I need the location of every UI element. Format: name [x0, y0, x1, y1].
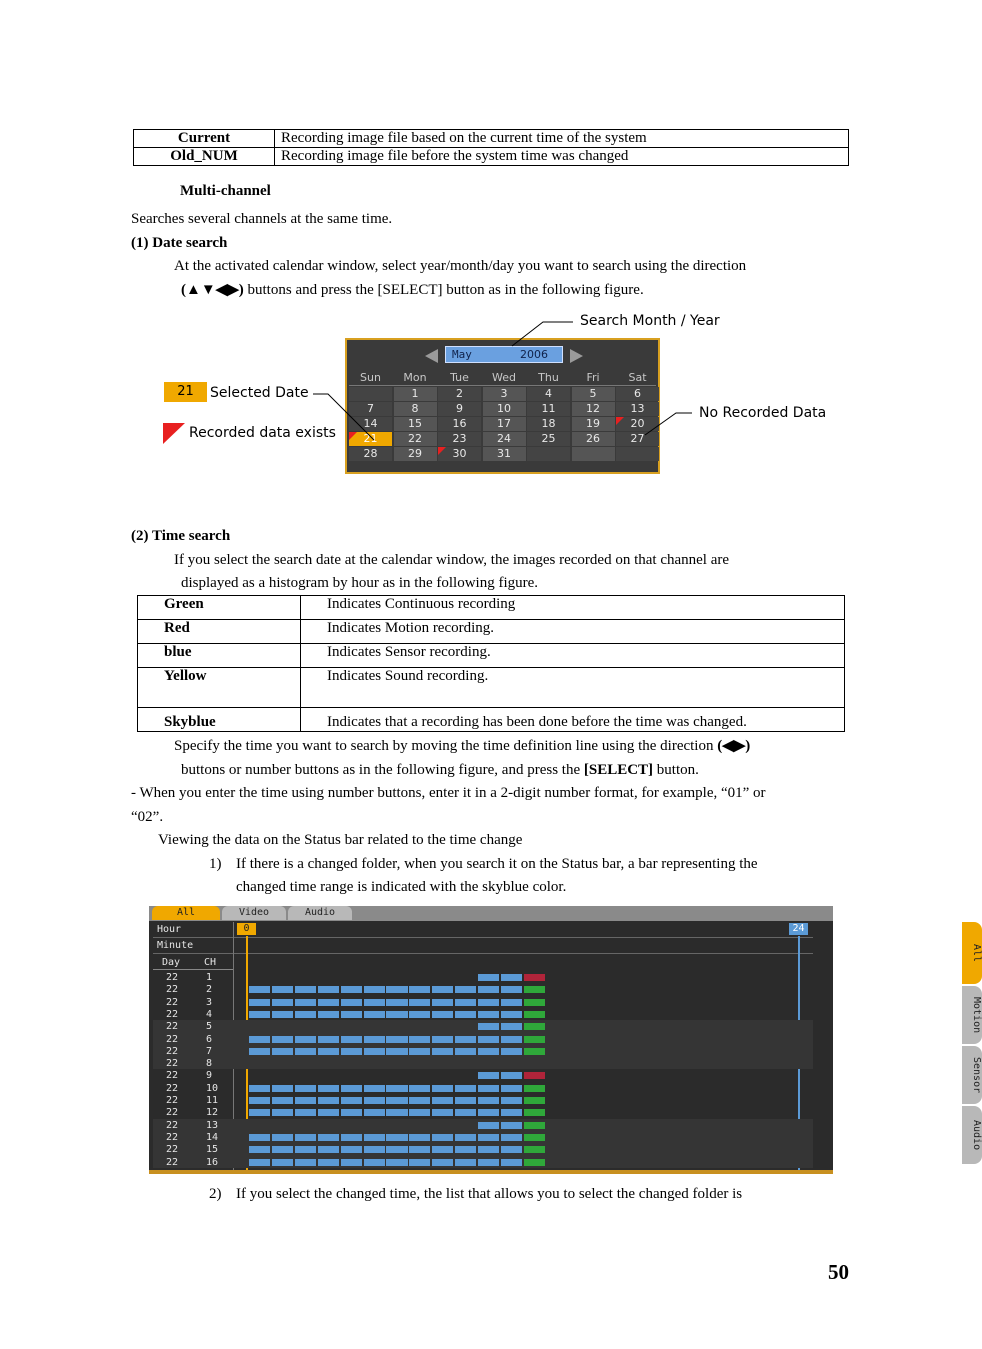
- recording-bar: [478, 1011, 499, 1018]
- calendar-day[interactable]: 13: [616, 402, 659, 416]
- para1-text: Specify the time you want to search by moving the time definition line using the direction: [174, 738, 718, 754]
- time-search-heading: (2) Time search: [131, 528, 231, 544]
- recording-bar: [386, 1146, 407, 1153]
- recording-bar: [341, 1097, 362, 1104]
- recording-bar: [501, 1023, 522, 1030]
- day-value: 22: [166, 1008, 179, 1020]
- recording-bar: [295, 1048, 316, 1055]
- recording-bar: [501, 986, 522, 993]
- recording-bar: [455, 1146, 476, 1153]
- calendar-day[interactable]: 20: [616, 417, 659, 431]
- minute-label: Minute: [157, 940, 194, 951]
- calendar-day[interactable]: 9: [438, 402, 481, 416]
- select-keyword: [SELECT]: [583, 762, 654, 778]
- recording-bar: [318, 986, 339, 993]
- recording-bar: [501, 1122, 522, 1129]
- list-number: 1): [209, 856, 222, 872]
- section-heading: Multi-channel: [180, 183, 271, 199]
- recording-bar: [272, 1085, 293, 1092]
- month-value: May: [452, 348, 472, 361]
- recording-bar: [364, 1134, 385, 1141]
- calendar-day[interactable]: 3: [483, 387, 526, 401]
- recording-bar: [249, 1134, 270, 1141]
- recording-bar: [272, 999, 293, 1006]
- recording-bar: [364, 1036, 385, 1043]
- recording-bar: [524, 1097, 545, 1104]
- para1-line2: [181, 761, 699, 779]
- recording-bar: [249, 1085, 270, 1092]
- day-value: 22: [166, 1033, 179, 1045]
- recording-bar: [249, 1011, 270, 1018]
- recording-bar: [524, 1036, 545, 1043]
- direction-arrows: (◀▶): [717, 738, 751, 754]
- recording-bar: [478, 1036, 499, 1043]
- calendar-day[interactable]: 11: [527, 402, 570, 416]
- recording-bar: [409, 1036, 430, 1043]
- day-value: 22: [166, 1119, 179, 1131]
- recording-bar: [249, 1146, 270, 1153]
- recording-bar: [272, 1146, 293, 1153]
- recording-bar: [341, 1134, 362, 1141]
- calendar-day[interactable]: 1: [394, 387, 437, 401]
- tab-audio[interactable]: Audio: [288, 906, 352, 920]
- para1-text: buttons or number buttons as in the following figure, and press the: [181, 762, 584, 778]
- day-value: 22: [166, 996, 179, 1008]
- item1-line1: If there is a changed folder, when you search it on the Status bar, a bar representing the: [236, 856, 758, 872]
- recording-bar: [318, 1085, 339, 1092]
- channel-value: 12: [206, 1107, 219, 1119]
- side-tab-sensor[interactable]: Sensor: [962, 1046, 982, 1104]
- calendar-day[interactable]: 29: [394, 447, 437, 461]
- weekday-sat: Sat: [628, 371, 647, 384]
- recording-bar: [501, 999, 522, 1006]
- tab-video[interactable]: Video: [222, 906, 286, 920]
- recording-bar: [272, 986, 293, 993]
- channel-value: 9: [206, 1070, 213, 1082]
- desc-cell: Indicates that a recording has been done before the time was changed.: [301, 708, 845, 732]
- intro-text: Searches several channels at the same time.: [131, 211, 393, 227]
- time-search-text-2: displayed as a histogram by hour as in the following figure.: [181, 575, 539, 591]
- date-search-heading: (1) Date search: [131, 235, 228, 251]
- recording-bar: [409, 999, 430, 1006]
- channel-value: 13: [206, 1119, 219, 1131]
- recording-bar: [249, 986, 270, 993]
- recording-bar: [409, 1085, 430, 1092]
- day-column-label: Day: [162, 957, 181, 968]
- recording-bar: [341, 1159, 362, 1166]
- callout-line: [645, 413, 692, 435]
- recording-bar: [272, 1134, 293, 1141]
- recording-bar: [455, 1097, 476, 1104]
- recording-bar: [524, 1011, 545, 1018]
- day-value: 22: [166, 1131, 179, 1143]
- recording-bar: [295, 1134, 316, 1141]
- recording-bar: [409, 1109, 430, 1116]
- recording-bar: [478, 1072, 499, 1079]
- para1-text: button.: [653, 762, 699, 778]
- list-number: 2): [209, 1186, 222, 1202]
- calendar-day[interactable]: 8: [394, 402, 437, 416]
- weekday-thu: Thu: [538, 371, 559, 384]
- calendar-day[interactable]: 5: [572, 387, 615, 401]
- item1-line2: changed time range is indicated with the skyblue color.: [236, 879, 567, 895]
- calendar-day[interactable]: 16: [438, 417, 481, 431]
- recording-bar: [386, 1085, 407, 1092]
- page-number: 50: [828, 1260, 849, 1284]
- recording-bar: [409, 1048, 430, 1055]
- recording-bar: [524, 1048, 545, 1055]
- recording-bar: [524, 1146, 545, 1153]
- recording-bar: [524, 1023, 545, 1030]
- recording-bar: [318, 1159, 339, 1166]
- recording-bar: [386, 986, 407, 993]
- recording-bar: [318, 1109, 339, 1116]
- calendar-day[interactable]: 24: [483, 432, 526, 446]
- table-row[interactable]: [153, 1058, 813, 1070]
- recording-bar: [524, 1122, 545, 1129]
- weekday-wed: Wed: [492, 371, 516, 384]
- recording-bar: [455, 986, 476, 993]
- recording-bar: [364, 1085, 385, 1092]
- calendar-day[interactable]: 14: [349, 417, 392, 431]
- recording-bar: [364, 1097, 385, 1104]
- recording-bar: [432, 1036, 453, 1043]
- recording-bar: [364, 1011, 385, 1018]
- calendar-day[interactable]: 7: [349, 402, 392, 416]
- day-value: 22: [166, 1144, 179, 1156]
- recording-bar: [364, 986, 385, 993]
- recording-bar: [478, 986, 499, 993]
- recording-bar: [524, 999, 545, 1006]
- tab-all[interactable]: All: [152, 906, 220, 920]
- channel-value: 7: [206, 1045, 213, 1057]
- calendar-day[interactable]: 15: [394, 417, 437, 431]
- bottom-border: [149, 1170, 833, 1174]
- recording-bar: [501, 1109, 522, 1116]
- recording-bar: [478, 974, 499, 981]
- recording-bar: [432, 1134, 453, 1141]
- callout-line: [512, 322, 573, 346]
- recording-bar: [295, 1036, 316, 1043]
- para2-line2: “02”.: [131, 809, 164, 825]
- channel-value: 14: [206, 1131, 219, 1143]
- no-recorded-label: No Recorded Data: [699, 405, 827, 421]
- selected-date-swatch: 21: [164, 382, 207, 402]
- term-cell: blue: [138, 644, 301, 668]
- date-search-text: At the activated calendar window, select year/month/day you want to search using the direction: [174, 258, 747, 274]
- recording-bar: [524, 1072, 545, 1079]
- year-value: 2006: [520, 348, 548, 361]
- recording-bar: [272, 1036, 293, 1043]
- recording-bar: [524, 974, 545, 981]
- para1-line1: [174, 737, 750, 755]
- term-cell: Old_NUM: [134, 148, 275, 166]
- recording-bar: [478, 999, 499, 1006]
- recording-bar: [501, 1085, 522, 1092]
- recording-bar: [409, 1097, 430, 1104]
- recording-bar: [432, 1146, 453, 1153]
- recording-bar: [341, 1085, 362, 1092]
- recording-bar: [501, 1134, 522, 1141]
- recording-bar: [341, 1109, 362, 1116]
- calendar-day[interactable]: 12: [572, 402, 615, 416]
- direction-arrows: (▲▼◀▶): [181, 282, 244, 298]
- recording-bar: [272, 1097, 293, 1104]
- recording-bar: [524, 1109, 545, 1116]
- recording-bar: [318, 1097, 339, 1104]
- recording-bar: [386, 1048, 407, 1055]
- recording-bar: [501, 1036, 522, 1043]
- recording-bar: [409, 1159, 430, 1166]
- calendar-day[interactable]: 18: [527, 417, 570, 431]
- recording-bar: [432, 1159, 453, 1166]
- recording-bar: [318, 1048, 339, 1055]
- calendar-day[interactable]: 17: [483, 417, 526, 431]
- calendar-day[interactable]: 31: [483, 447, 526, 461]
- channel-value: 4: [206, 1008, 213, 1020]
- recording-bar: [455, 1109, 476, 1116]
- recording-bar: [272, 1011, 293, 1018]
- recording-bar: [249, 1097, 270, 1104]
- table-row: [138, 708, 845, 732]
- recorded-flag-icon: [163, 423, 185, 444]
- time-search-text: If you select the search date at the calendar window, the images recorded on that channel are: [174, 552, 730, 568]
- recording-bar: [478, 1023, 499, 1030]
- channel-value: 2: [206, 984, 213, 996]
- recording-bar: [364, 1159, 385, 1166]
- recording-bar: [249, 1109, 270, 1116]
- recording-bar: [478, 1159, 499, 1166]
- recording-bar: [478, 1097, 499, 1104]
- recording-bar: [455, 1011, 476, 1018]
- day-value: 22: [166, 1021, 179, 1033]
- recording-bar: [341, 1011, 362, 1018]
- calendar-day[interactable]: 28: [349, 447, 392, 461]
- recording-bar: [272, 1048, 293, 1055]
- recording-bar: [432, 1011, 453, 1018]
- recording-bar: [272, 1159, 293, 1166]
- term-cell: Skyblue: [138, 708, 301, 732]
- recording-bar: [409, 986, 430, 993]
- recording-bar: [295, 1109, 316, 1116]
- recording-bar: [318, 1134, 339, 1141]
- item2-line: If you select the changed time, the list that allows you to select the changed folder is: [236, 1186, 743, 1202]
- day-value: 22: [166, 1156, 179, 1168]
- table-row: [138, 596, 845, 620]
- recording-bar: [501, 1072, 522, 1079]
- selected-date-label: Selected Date: [210, 385, 309, 401]
- channel-value: 15: [206, 1144, 219, 1156]
- calendar-day[interactable]: 2: [438, 387, 481, 401]
- calendar-day[interactable]: 19: [572, 417, 615, 431]
- calendar-day[interactable]: 25: [527, 432, 570, 446]
- recording-bar: [478, 1134, 499, 1141]
- recording-bar: [295, 999, 316, 1006]
- color-legend-table: [137, 595, 845, 732]
- channel-value: 11: [206, 1095, 219, 1106]
- recording-bar: [249, 1036, 270, 1043]
- desc-cell: Indicates Sensor recording.: [301, 644, 845, 668]
- day-value: 22: [166, 972, 179, 983]
- recording-bar: [249, 1048, 270, 1055]
- recording-bar: [249, 999, 270, 1006]
- recording-bar: [455, 1048, 476, 1055]
- hour-start-marker: 0: [237, 923, 256, 935]
- recording-bar: [524, 1134, 545, 1141]
- day-value: 22: [166, 1095, 179, 1106]
- side-tab-audio[interactable]: Audio: [962, 1106, 982, 1164]
- channel-value: 10: [206, 1082, 219, 1094]
- recording-bar: [478, 1122, 499, 1129]
- day-value: 22: [166, 1045, 179, 1057]
- day-value: 22: [166, 1058, 179, 1070]
- calendar-day[interactable]: 26: [572, 432, 615, 446]
- recording-bar: [478, 1109, 499, 1116]
- recording-bar: [386, 1097, 407, 1104]
- date-search-text-rest: buttons and press the [SELECT] button as in the following figure.: [243, 282, 644, 298]
- recording-bar: [455, 1159, 476, 1166]
- term-cell: Green: [138, 596, 301, 620]
- recording-bar: [341, 986, 362, 993]
- day-value: 22: [166, 1107, 179, 1119]
- desc-cell: Indicates Continuous recording: [301, 596, 845, 620]
- hour-label: Hour: [157, 924, 182, 935]
- recording-bar: [386, 1011, 407, 1018]
- hour-end-marker: 24: [789, 923, 808, 935]
- calendar-day[interactable]: 23: [438, 432, 481, 446]
- recording-bar: [501, 1011, 522, 1018]
- recording-bar: [386, 999, 407, 1006]
- calendar-day[interactable]: 22: [394, 432, 437, 446]
- channel-value: 5: [206, 1021, 213, 1033]
- recording-bar: [455, 1036, 476, 1043]
- desc-cell: Recording image file before the system time was changed: [275, 148, 849, 166]
- recording-bar: [478, 1085, 499, 1092]
- recording-bar: [364, 1146, 385, 1153]
- calendar-day[interactable]: 30: [438, 447, 481, 461]
- recording-bar: [295, 1011, 316, 1018]
- table-row: [138, 668, 845, 708]
- recording-bar: [364, 1048, 385, 1055]
- channel-value: 3: [206, 996, 213, 1008]
- recording-bar: [341, 1048, 362, 1055]
- day-value: 22: [166, 1070, 179, 1082]
- recording-bar: [432, 1085, 453, 1092]
- recording-bar: [524, 1159, 545, 1166]
- recorded-data-label: Recorded data exists: [189, 425, 336, 441]
- recording-bar: [501, 974, 522, 981]
- recording-bar: [386, 1134, 407, 1141]
- desc-cell: Indicates Sound recording.: [301, 668, 845, 708]
- recording-bar: [341, 1036, 362, 1043]
- minute-row: [153, 938, 813, 954]
- day-value: 22: [166, 1082, 179, 1094]
- weekday-mon: Mon: [403, 371, 427, 384]
- recording-bar: [295, 986, 316, 993]
- channel-value: 16: [206, 1156, 219, 1168]
- term-cell: Red: [138, 620, 301, 644]
- para2-line1: - When you enter the time using number buttons, enter it in a 2-digit number format, for example, “01” or: [131, 785, 766, 801]
- recording-bar: [501, 1048, 522, 1055]
- recording-bar: [318, 1146, 339, 1153]
- recording-bar: [364, 1109, 385, 1116]
- recording-bar: [501, 1159, 522, 1166]
- desc-cell: Indicates Motion recording.: [301, 620, 845, 644]
- recording-bar: [386, 1159, 407, 1166]
- recording-bar: [364, 999, 385, 1006]
- weekday-tue: Tue: [450, 371, 469, 384]
- recording-bar: [432, 999, 453, 1006]
- recording-bar: [432, 986, 453, 993]
- para3: Viewing the data on the Status bar related to the time change: [158, 832, 523, 848]
- day-value: 22: [166, 984, 179, 996]
- recording-bar: [409, 1011, 430, 1018]
- term-cell: Yellow: [138, 668, 301, 708]
- recording-bar: [386, 1109, 407, 1116]
- recording-bar: [478, 1146, 499, 1153]
- recording-bar: [432, 1109, 453, 1116]
- calendar-day[interactable]: 21: [349, 432, 392, 446]
- recording-bar: [318, 999, 339, 1006]
- recording-bar: [341, 999, 362, 1006]
- recording-bar: [524, 1085, 545, 1092]
- search-month-year-label: Search Month / Year: [580, 313, 720, 329]
- recording-bar: [295, 1146, 316, 1153]
- side-tab-all[interactable]: All: [962, 922, 982, 984]
- recording-bar: [318, 1011, 339, 1018]
- table-row: [138, 644, 845, 668]
- recording-bar: [501, 1146, 522, 1153]
- weekday-fri: Fri: [586, 371, 600, 384]
- ch-column-label: CH: [204, 957, 217, 968]
- calendar-day[interactable]: 10: [483, 402, 526, 416]
- recording-bar: [409, 1146, 430, 1153]
- recording-bar: [409, 1134, 430, 1141]
- calendar-day[interactable]: 27: [616, 432, 659, 446]
- weekday-sun: Sun: [360, 371, 381, 384]
- channel-value: 8: [206, 1058, 213, 1070]
- recording-bar: [455, 1085, 476, 1092]
- side-tab-motion[interactable]: Motion: [962, 986, 982, 1044]
- recording-bar: [295, 1085, 316, 1092]
- table-row: [138, 620, 845, 644]
- recording-bar: [478, 1048, 499, 1055]
- recording-bar: [272, 1109, 293, 1116]
- recording-bar: [524, 986, 545, 993]
- histogram-widget: [149, 906, 982, 1174]
- desc-cell: Recording image file based on the current time of the system: [275, 130, 849, 148]
- calendar-day[interactable]: 4: [527, 387, 570, 401]
- recording-bar: [501, 1097, 522, 1104]
- recording-bar: [295, 1159, 316, 1166]
- recording-bar: [318, 1036, 339, 1043]
- recording-bar: [341, 1146, 362, 1153]
- recording-bar: [386, 1036, 407, 1043]
- channel-value: 1: [206, 972, 213, 983]
- divider: [153, 969, 233, 970]
- recording-bar: [455, 999, 476, 1006]
- recording-bar: [249, 1159, 270, 1166]
- recording-bar: [432, 1048, 453, 1055]
- callout-lines: [0, 0, 954, 500]
- recording-bar: [295, 1097, 316, 1104]
- calendar-day[interactable]: 6: [616, 387, 659, 401]
- term-cell: Current: [134, 130, 275, 148]
- recording-bar: [455, 1134, 476, 1141]
- channel-value: 6: [206, 1033, 213, 1045]
- recording-bar: [432, 1097, 453, 1104]
